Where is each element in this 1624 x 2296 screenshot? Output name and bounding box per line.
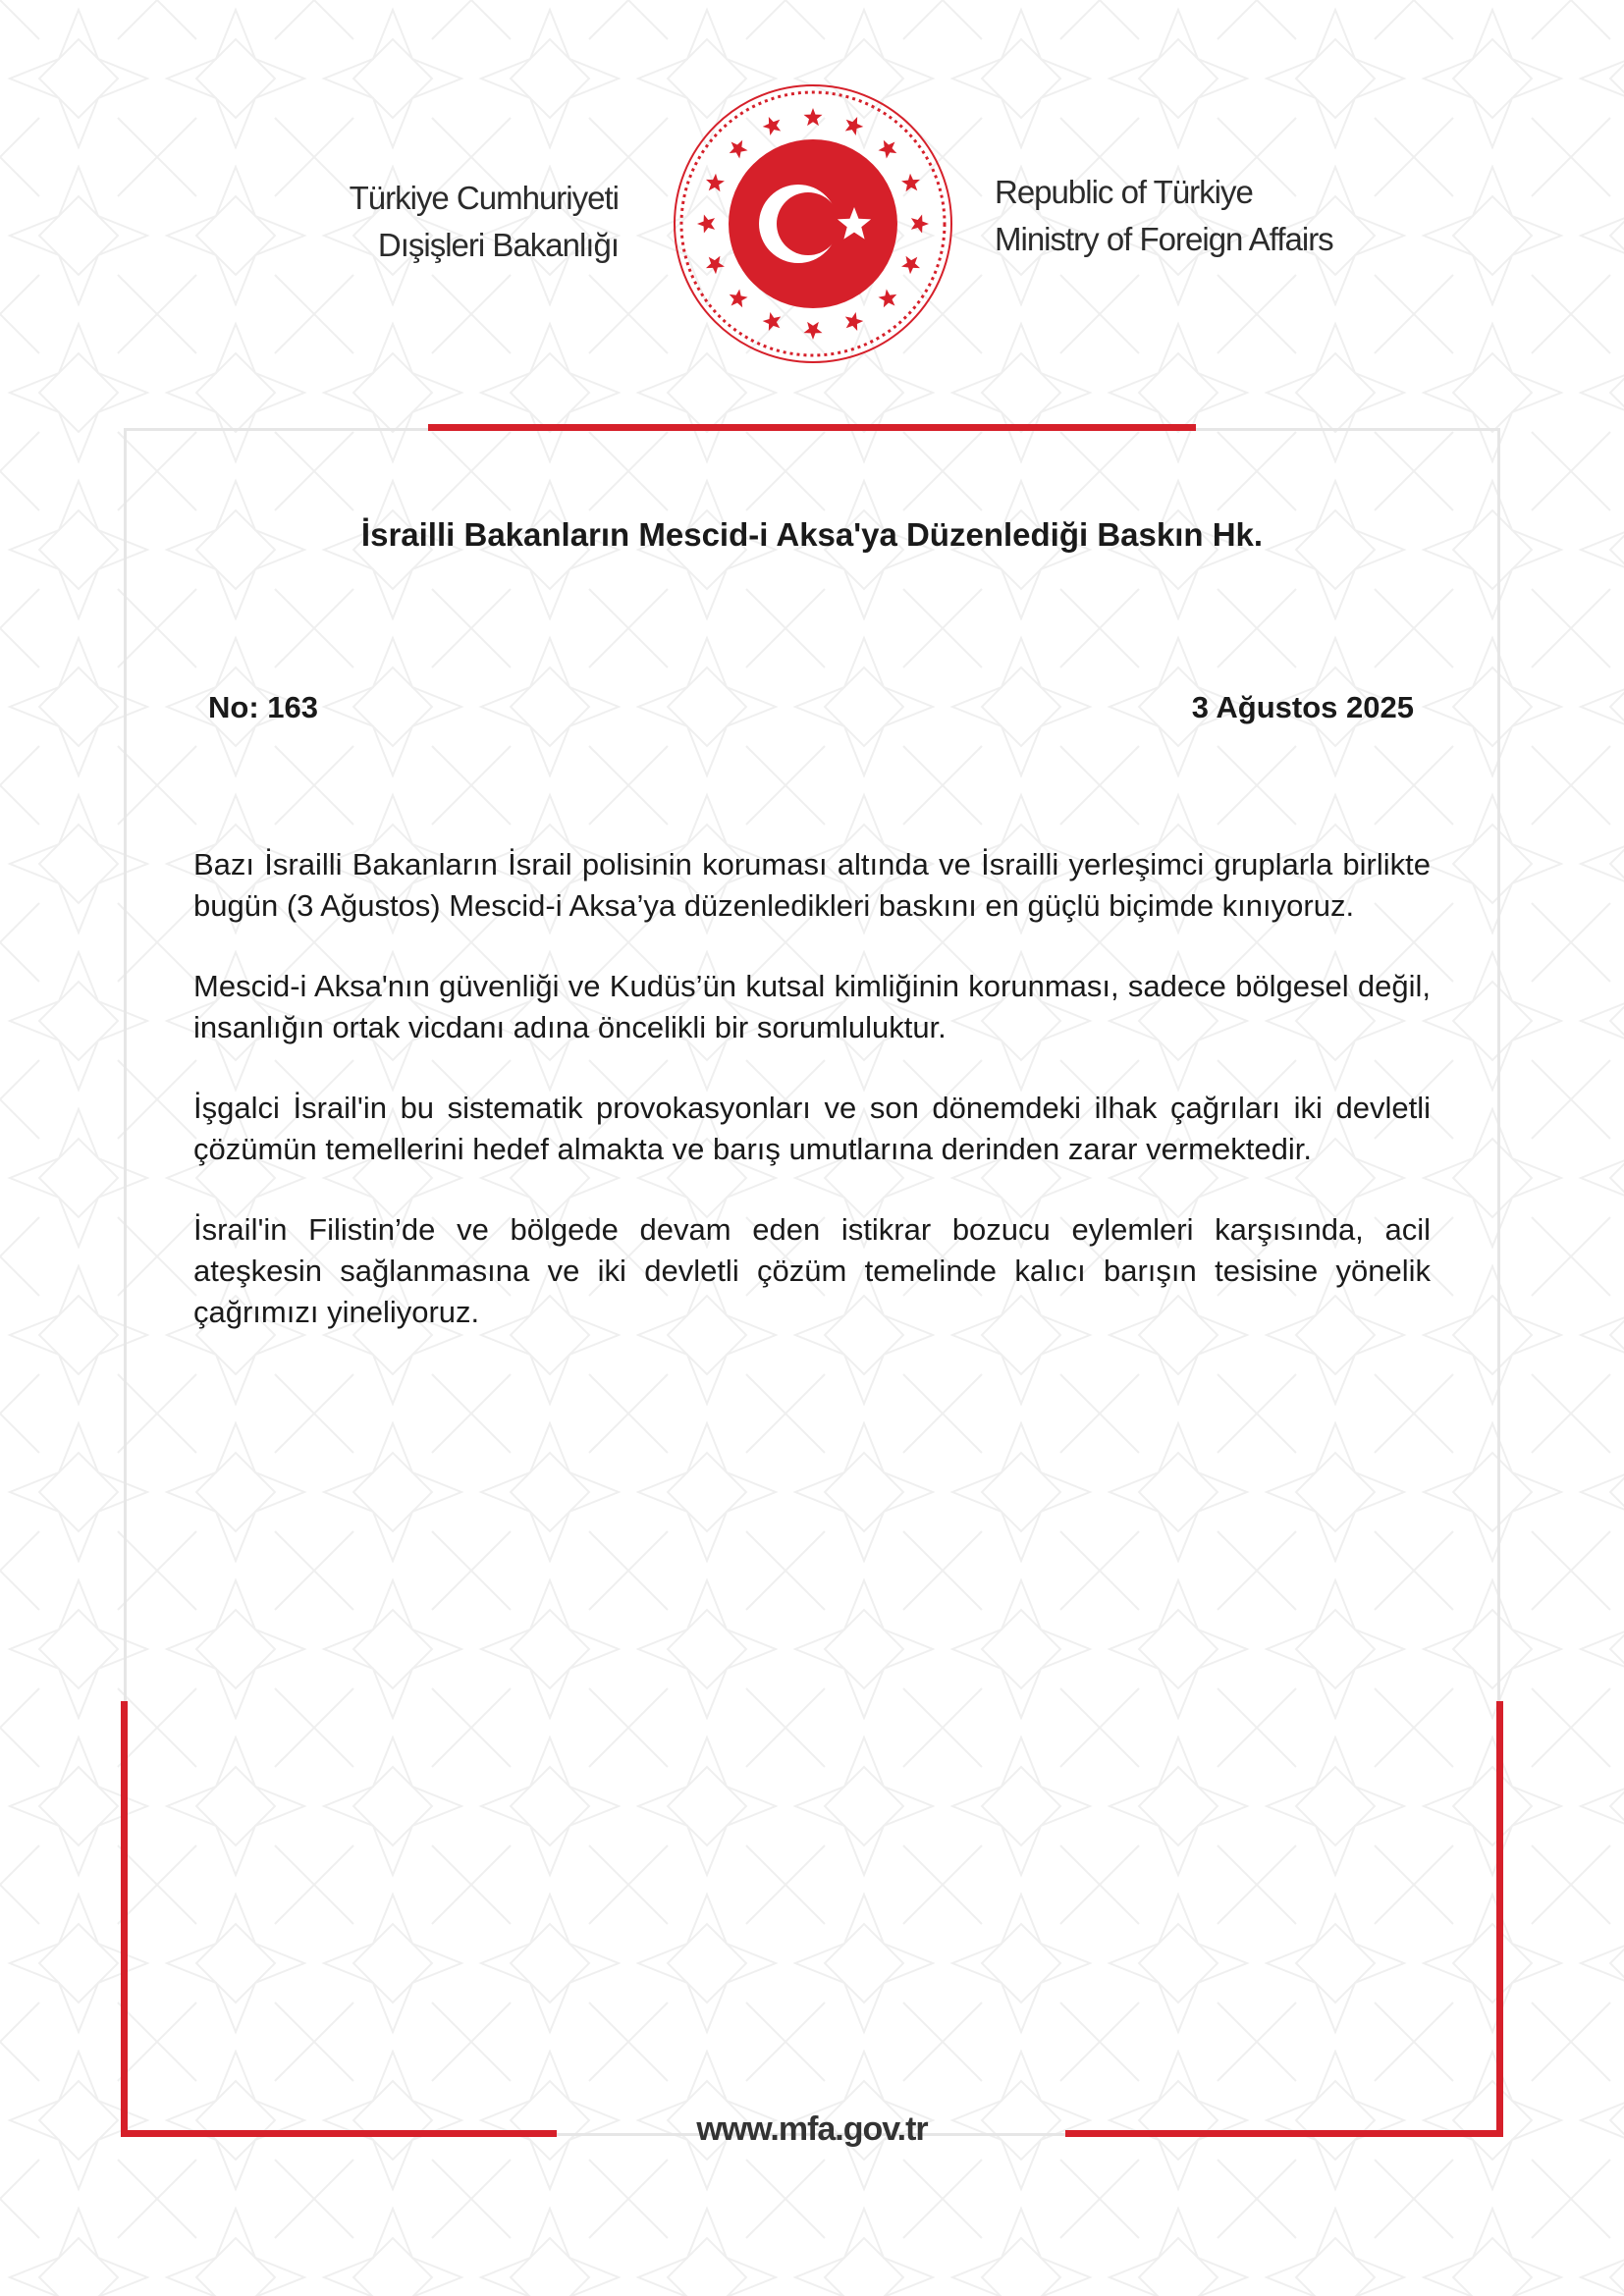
seal-star-icon: [763, 312, 782, 331]
document-date: 3 Ağustos 2025: [1191, 690, 1414, 724]
seal-star-icon: [730, 140, 748, 159]
document-title: İsrailli Bakanların Mescid-i Aksa'ya Düzenlediği Baskın Hk.: [360, 516, 1264, 553]
seal-star-icon: [803, 108, 822, 126]
crescent-star-seal-icon: [672, 82, 954, 365]
paragraph: Bazı İsrailli Bakanların İsrail polisinin koruması altında ve İsrailli yerleşimci gruplarla birlikte bugün (3 Ağustos) Mescid-i Aksa’ya düzenledikleri baskını en güçlü biçimde kınıyoruz.: [193, 847, 1431, 923]
paragraph: İsrail'in Filistin’de ve bölgede devam eden istikrar bozucu eylemleri karşısında, acil ateşkesin sağlanmasına ve iki devletli çözüm temelinde kalıcı barışın tesisine yönelik çağrımızı yineliyoruz.: [193, 1212, 1431, 1329]
paragraph: İşgalci İsrail'in bu sistematik provokasyonları ve son dönemdeki ilhak çağrıları iki devletli çözümün temellerini hedef almakta ve barış umutlarına derinden zarar vermektedir.: [193, 1091, 1431, 1166]
seal-star-icon: [706, 174, 725, 192]
paragraph: Mescid-i Aksa'nın güvenliği ve Kudüs’ün kutsal kimliğinin korunması, sadece bölgesel değil, insanlığın ortak vicdanı adına öncelikli bir sorumluluktur.: [193, 969, 1431, 1044]
footer-website-link[interactable]: www.mfa.gov.tr: [696, 2110, 928, 2148]
seal-star-icon: [878, 289, 896, 307]
seal-star-icon: [845, 312, 864, 331]
header-left-line2: Dışişleri Bakanlığı: [377, 227, 619, 263]
seal-star-icon: [845, 117, 864, 135]
seal-star-icon: [878, 140, 896, 159]
frame-accent-right-horizontal: [1065, 2130, 1503, 2137]
seal-star-icon: [706, 256, 725, 275]
seal-star-icon: [901, 256, 920, 275]
header-right-text: [995, 169, 1368, 263]
frame-accent-left-vertical: [121, 1701, 128, 2137]
document-body: [193, 844, 1431, 1372]
seal-star-icon: [763, 117, 782, 135]
seal-star-icon: [803, 322, 822, 340]
document-number: No: 163: [208, 690, 318, 724]
header-left-line1: Türkiye Cumhuriyeti: [349, 180, 619, 216]
frame-accent-top: [428, 424, 1196, 431]
seal-star-icon: [730, 289, 748, 307]
header-right-line2: Ministry of Foreign Affairs: [995, 221, 1333, 257]
frame-accent-left-horizontal: [121, 2130, 557, 2137]
frame-accent-right-vertical: [1496, 1701, 1503, 2137]
header-right-line1: Republic of Türkiye: [995, 174, 1253, 210]
seal-star-icon: [697, 214, 715, 233]
seal-star-icon: [901, 174, 920, 192]
header-left-text: [295, 175, 619, 269]
seal-star-icon: [911, 214, 929, 233]
